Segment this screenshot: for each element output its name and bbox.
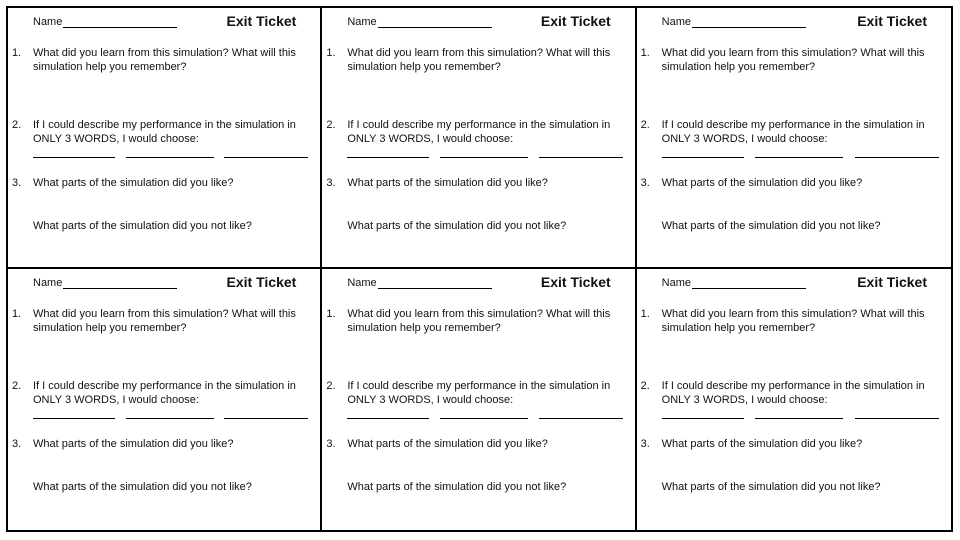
question-2 — [12, 118, 306, 146]
question-2 — [641, 118, 937, 146]
question-text: If I could describe my performance in the simulation in ONLY 3 WORDS, I would choose: — [661, 380, 925, 406]
question-number: 1. — [326, 308, 336, 320]
word-blank-2[interactable] — [440, 157, 528, 158]
question-3 — [12, 176, 306, 190]
word-blank-1[interactable] — [347, 418, 429, 419]
question-3-followup — [12, 219, 306, 233]
question-3-followup — [326, 480, 620, 494]
question-3 — [326, 176, 620, 190]
exit-ticket-card — [322, 269, 636, 530]
question-3-followup — [641, 219, 937, 233]
question-number: 3. — [640, 177, 650, 189]
question-text: What parts of the simulation did you not like? — [347, 481, 567, 493]
question-number: 2. — [640, 119, 650, 131]
word-blank-2[interactable] — [755, 418, 843, 419]
ticket-title: Exit Ticket — [540, 13, 611, 29]
name-field — [662, 16, 806, 28]
word-blank-3[interactable] — [539, 418, 623, 419]
question-number: 1. — [12, 47, 22, 59]
question-1 — [12, 307, 306, 335]
word-blank-1[interactable] — [347, 157, 429, 158]
word-blank-2[interactable] — [126, 418, 214, 419]
question-text: If I could describe my performance in the simulation in ONLY 3 WORDS, I would choose: — [33, 119, 296, 145]
question-number: 3. — [326, 177, 336, 189]
word-blank-1[interactable] — [33, 418, 115, 419]
question-number: 2. — [12, 380, 22, 392]
word-blank-1[interactable] — [662, 157, 744, 158]
name-blank-line[interactable] — [692, 277, 806, 289]
three-word-blanks — [347, 418, 622, 419]
question-text: What parts of the simulation did you not like? — [661, 481, 881, 493]
question-3 — [12, 437, 306, 451]
question-number: 1. — [640, 308, 650, 320]
question-text: If I could describe my performance in the simulation in ONLY 3 WORDS, I would choose: — [33, 380, 296, 406]
three-word-blanks — [662, 418, 939, 419]
three-word-blanks — [662, 157, 939, 158]
name-label: Name — [347, 16, 377, 28]
ticket-title: Exit Ticket — [540, 274, 611, 290]
name-label: Name — [33, 16, 63, 28]
question-text: What parts of the simulation did you not like? — [33, 481, 252, 493]
question-2 — [326, 118, 620, 146]
word-blank-3[interactable] — [224, 418, 308, 419]
question-text: What did you learn from this simulation? What will this simulation help you remember? — [33, 47, 296, 73]
name-field — [347, 277, 491, 289]
exit-ticket-card — [637, 8, 951, 269]
question-text: If I could describe my performance in the simulation in ONLY 3 WORDS, I would choose: — [347, 119, 611, 145]
name-field — [662, 277, 806, 289]
name-label: Name — [347, 277, 377, 289]
ticket-title: Exit Ticket — [857, 274, 927, 290]
question-text: What parts of the simulation did you not like? — [33, 220, 252, 232]
question-number: 1. — [12, 308, 22, 320]
name-blank-line[interactable] — [63, 16, 177, 28]
question-number: 2. — [326, 380, 336, 392]
question-text: If I could describe my performance in the simulation in ONLY 3 WORDS, I would choose: — [661, 119, 925, 145]
name-blank-line[interactable] — [378, 277, 492, 289]
name-blank-line[interactable] — [63, 277, 177, 289]
question-1 — [12, 46, 306, 74]
question-1 — [641, 307, 937, 335]
exit-ticket-card — [8, 269, 322, 530]
word-blank-3[interactable] — [539, 157, 623, 158]
question-3 — [641, 437, 937, 451]
question-number: 3. — [640, 438, 650, 450]
name-field — [33, 16, 177, 28]
question-number: 3. — [12, 177, 22, 189]
question-text: What did you learn from this simulation? What will this simulation help you remember? — [661, 47, 925, 73]
question-text: What parts of the simulation did you not like? — [661, 220, 881, 232]
three-word-blanks — [33, 157, 308, 158]
exit-ticket-sheet — [6, 6, 953, 532]
question-number: 3. — [326, 438, 336, 450]
exit-ticket-card — [637, 269, 951, 530]
three-word-blanks — [347, 157, 622, 158]
exit-ticket-card — [8, 8, 322, 269]
word-blank-1[interactable] — [33, 157, 115, 158]
word-blank-1[interactable] — [662, 418, 744, 419]
question-1 — [326, 307, 620, 335]
word-blank-3[interactable] — [855, 157, 939, 158]
question-3-followup — [326, 219, 620, 233]
question-text: If I could describe my performance in the simulation in ONLY 3 WORDS, I would choose: — [347, 380, 611, 406]
word-blank-2[interactable] — [126, 157, 214, 158]
question-text: What parts of the simulation did you not like? — [347, 220, 567, 232]
question-number: 1. — [640, 47, 650, 59]
question-text: What did you learn from this simulation? What will this simulation help you remember? — [347, 308, 611, 334]
question-2 — [12, 379, 306, 407]
name-label: Name — [661, 277, 691, 289]
question-number: 2. — [640, 380, 650, 392]
three-word-blanks — [33, 418, 308, 419]
ticket-title: Exit Ticket — [857, 13, 927, 29]
name-label: Name — [33, 277, 63, 289]
question-1 — [641, 46, 937, 74]
name-field — [347, 16, 491, 28]
question-3-followup — [641, 480, 937, 494]
question-number: 2. — [12, 119, 22, 131]
name-blank-line[interactable] — [692, 16, 806, 28]
question-number: 1. — [326, 47, 336, 59]
question-number: 2. — [326, 119, 336, 131]
question-text: What parts of the simulation did you like? — [347, 438, 548, 450]
word-blank-3[interactable] — [224, 157, 308, 158]
word-blank-2[interactable] — [440, 418, 528, 419]
word-blank-3[interactable] — [855, 418, 939, 419]
name-blank-line[interactable] — [378, 16, 492, 28]
question-text: What parts of the simulation did you like? — [347, 177, 548, 189]
exit-ticket-card — [322, 8, 636, 269]
question-text: What parts of the simulation did you like? — [661, 438, 863, 450]
question-text: What parts of the simulation did you like? — [661, 177, 863, 189]
word-blank-2[interactable] — [755, 157, 843, 158]
question-text: What did you learn from this simulation? What will this simulation help you remember? — [347, 47, 611, 73]
ticket-title: Exit Ticket — [226, 13, 297, 29]
question-text: What did you learn from this simulation? What will this simulation help you remember? — [661, 308, 925, 334]
question-text: What did you learn from this simulation? What will this simulation help you remember? — [33, 308, 296, 334]
question-2 — [326, 379, 620, 407]
name-field — [33, 277, 177, 289]
name-label: Name — [661, 16, 691, 28]
question-number: 3. — [12, 438, 22, 450]
question-text: What parts of the simulation did you like? — [33, 177, 234, 189]
question-1 — [326, 46, 620, 74]
question-2 — [641, 379, 937, 407]
ticket-title: Exit Ticket — [226, 274, 297, 290]
question-3-followup — [12, 480, 306, 494]
question-text: What parts of the simulation did you like? — [33, 438, 234, 450]
question-3 — [641, 176, 937, 190]
question-3 — [326, 437, 620, 451]
